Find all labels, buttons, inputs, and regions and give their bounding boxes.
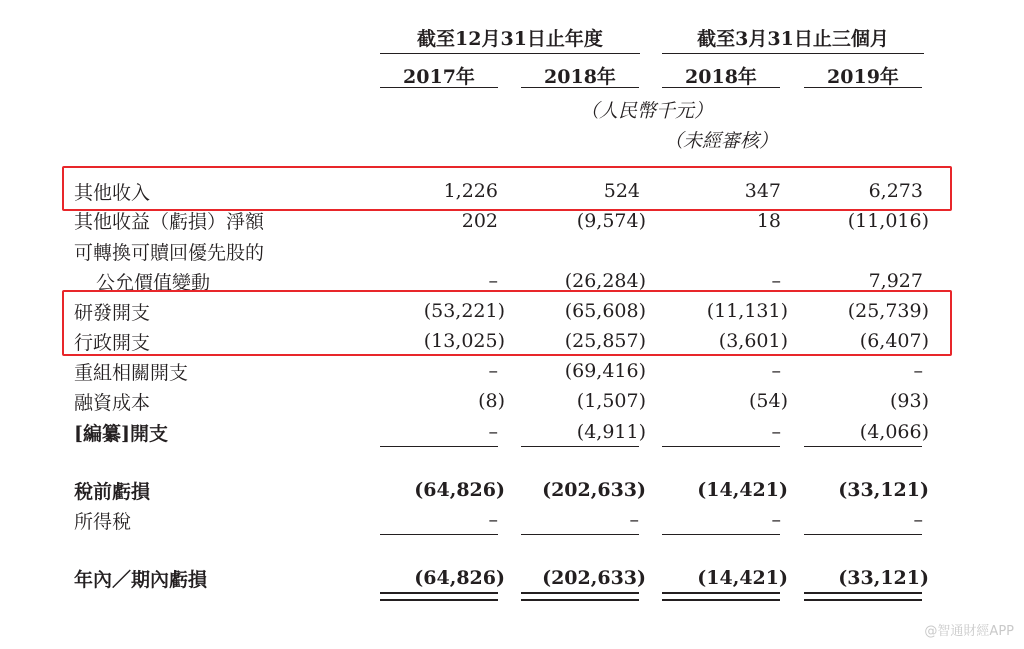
- double-rule-3: [662, 592, 780, 601]
- cell-tax-q2019: –: [913, 509, 923, 531]
- row-label-income-tax: 所得稅: [74, 511, 132, 533]
- tax-rule-1: [380, 534, 498, 535]
- row-label-fair-value-change: 公允價值變動: [96, 272, 211, 294]
- row-label-other-income: 其他收入: [74, 182, 151, 204]
- row-label-redacted-expenses: [編纂]開支: [74, 423, 168, 445]
- cell-finance-q2019: (93): [889, 390, 929, 412]
- double-rule-1: [380, 592, 498, 601]
- cell-restructuring-2017: –: [488, 360, 498, 382]
- cell-fair-value-q2019: 7,927: [868, 270, 923, 292]
- cell-restructuring-q2019: –: [913, 360, 923, 382]
- row-label-net-loss: 年內／期內虧損: [74, 569, 208, 591]
- cell-other-income-q2018: 347: [744, 180, 781, 202]
- tax-rule-4: [804, 534, 922, 535]
- cell-other-gains-q2019: (11,016): [847, 210, 929, 232]
- cell-finance-q2018: (54): [748, 390, 788, 412]
- cell-lbt-q2018: (14,421): [697, 479, 788, 501]
- cell-other-income-2018: 524: [603, 180, 640, 202]
- cell-other-income-q2019: 6,273: [868, 180, 923, 202]
- year-header-2: 2018年: [544, 66, 616, 88]
- highlight-box-other-income: [62, 166, 952, 211]
- highlight-box-expenses: [62, 290, 952, 356]
- unaudited-label: （未經審核）: [664, 130, 779, 152]
- subtotal-rule-2: [521, 446, 639, 447]
- row-label-finance-costs: 融資成本: [74, 392, 151, 414]
- cell-netloss-q2018: (14,421): [697, 567, 788, 589]
- watermark-text: @智通財經APP: [924, 624, 1014, 639]
- cell-fair-value-2018: (26,284): [564, 270, 646, 292]
- cell-fair-value-2017: –: [488, 270, 498, 292]
- row-label-admin-expenses: 行政開支: [74, 332, 151, 354]
- year-rule-2: [521, 87, 639, 88]
- cell-redacted-q2018: –: [771, 421, 781, 443]
- cell-restructuring-2018: (69,416): [564, 360, 646, 382]
- cell-admin-2017: (13,025): [423, 330, 505, 352]
- cell-other-gains-q2018: 18: [756, 210, 781, 232]
- cell-admin-q2019: (6,407): [859, 330, 929, 352]
- cell-lbt-q2019: (33,121): [838, 479, 929, 501]
- cell-finance-2017: (8): [478, 390, 505, 412]
- double-rule-4: [804, 592, 922, 601]
- year-header-3: 2018年: [685, 66, 757, 88]
- unit-label: （人民幣千元）: [580, 100, 714, 122]
- row-label-loss-before-tax: 稅前虧損: [74, 481, 151, 503]
- cell-rnd-q2019: (25,739): [847, 300, 929, 322]
- row-label-convertible-preferred: 可轉換可贖回優先股的: [74, 242, 265, 264]
- cell-admin-q2018: (3,601): [718, 330, 788, 352]
- row-label-restructuring: 重組相關開支: [74, 362, 189, 384]
- tax-rule-3: [662, 534, 780, 535]
- subtotal-rule-4: [804, 446, 922, 447]
- year-header-4: 2019年: [827, 66, 899, 88]
- cell-admin-2018: (25,857): [564, 330, 646, 352]
- cell-netloss-q2019: (33,121): [838, 567, 929, 589]
- tax-rule-2: [521, 534, 639, 535]
- cell-tax-q2018: –: [771, 509, 781, 531]
- row-label-rnd-expenses: 研發開支: [74, 302, 151, 324]
- cell-other-income-2017: 1,226: [443, 180, 498, 202]
- cell-other-gains-2017: 202: [461, 210, 498, 232]
- cell-tax-2018: –: [629, 509, 639, 531]
- cell-restructuring-q2018: –: [771, 360, 781, 382]
- header-group-annual-rule: [380, 53, 640, 54]
- cell-fair-value-q2018: –: [771, 270, 781, 292]
- cell-redacted-2018: (4,911): [576, 421, 646, 443]
- year-rule-4: [804, 87, 922, 88]
- cell-rnd-q2018: (11,131): [706, 300, 788, 322]
- cell-lbt-2017: (64,826): [414, 479, 505, 501]
- year-rule-1: [380, 87, 498, 88]
- year-header-1: 2017年: [403, 66, 475, 88]
- double-rule-2: [521, 592, 639, 601]
- subtotal-rule-3: [662, 446, 780, 447]
- cell-other-gains-2018: (9,574): [576, 210, 646, 232]
- year-rule-3: [662, 87, 780, 88]
- cell-tax-2017: –: [488, 509, 498, 531]
- subtotal-rule-1: [380, 446, 498, 447]
- cell-netloss-2017: (64,826): [414, 567, 505, 589]
- cell-netloss-2018: (202,633): [542, 567, 646, 589]
- cell-redacted-q2019: (4,066): [859, 421, 929, 443]
- cell-rnd-2018: (65,608): [564, 300, 646, 322]
- cell-lbt-2018: (202,633): [542, 479, 646, 501]
- cell-rnd-2017: (53,221): [423, 300, 505, 322]
- cell-redacted-2017: –: [488, 421, 498, 443]
- header-group-quarterly-rule: [662, 53, 924, 54]
- header-group-quarterly: 截至3月31日止三個月: [697, 28, 889, 50]
- header-group-annual: 截至12月31日止年度: [417, 28, 603, 50]
- row-label-other-gains: 其他收益（虧損）淨額: [74, 211, 265, 233]
- cell-finance-2018: (1,507): [576, 390, 646, 412]
